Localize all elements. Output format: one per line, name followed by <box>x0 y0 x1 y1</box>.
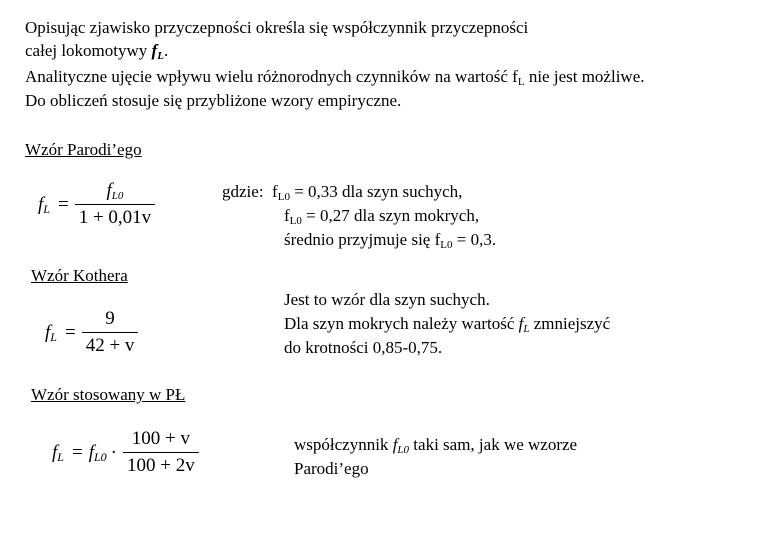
intro-line-2: całej lokomotywy $f_L$. <box>25 41 169 62</box>
formula-pl: $f_L$ = $f_{L0}$ · $\frac{100 + v}{100 + 2v}$ <box>52 428 199 477</box>
intro-line-4: Do obliczeń stosuje się przybliżone wzory empiryczne. <box>25 91 402 110</box>
kother-note-line-1: Jest to wzór dla szyn suchych. <box>284 290 490 309</box>
kother-note-line-2: Dla szyn mokrych należy wartość $f_L$ zmniejszyć <box>284 314 611 335</box>
parodi-note-row-2: $f_{L0} = 0,27$ dla szyn mokrych, <box>284 206 480 227</box>
intro-line-1: Opisując zjawisko przyczepności określa się współczynnik przyczepności <box>25 18 529 37</box>
pl-note-line-1: współczynnik $f_{L0}$ taki sam, jak we wzorze <box>294 435 578 456</box>
parodi-note-row-3: średnio przyjmuje się $f_{L0} = 0,3$. <box>284 230 497 251</box>
formula-parodi: $f_L$ = $\frac{f_{L0}}{1 + 0,01v}$ <box>38 180 155 229</box>
pl-note-line-2: Parodi’ego <box>294 459 369 478</box>
heading-kother: Wzór Kothera <box>31 266 128 285</box>
formula-kother: $f_L$ = $\frac{9}{42 + v}$ <box>45 308 138 357</box>
kother-note-line-3: do krotności 0,85-0,75. <box>284 338 443 357</box>
heading-parodi: Wzór Parodi’ego <box>25 140 142 159</box>
symbol-fL: $f_L$ <box>151 41 164 62</box>
heading-pl: Wzór stosowany w PŁ <box>31 385 186 404</box>
intro-line-3: Analityczne ujęcie wpływu wielu różnorodnych czynników na wartość $f_L$ nie jest możliwe. <box>25 67 645 88</box>
parodi-note-row-1: gdzie: $f_{L0} = 0,33$ dla szyn suchych, <box>222 182 463 203</box>
